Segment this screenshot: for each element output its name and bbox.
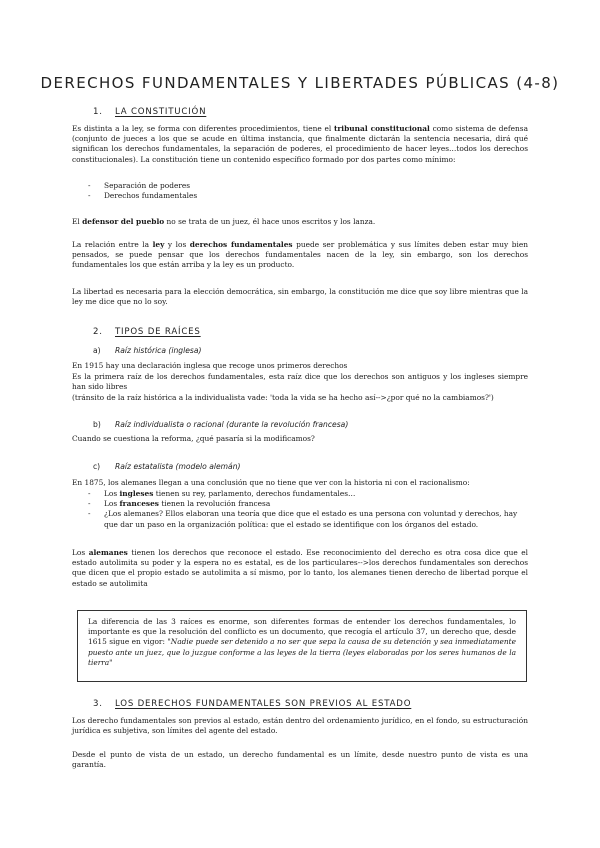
paragraph-libertad: La libertad es necesaria para la elección democrática, sin embargo, la constitución me dice que soy libre mientras que la ley me dice que no lo soy. xyxy=(72,287,528,307)
paragraph-ley-derechos: La relación entre la ley y los derechos fundamentales puede ser problemática y sus límites deben estar muy bien pensados, se puede pensar que los derechos fundamentales nacen de la ley, sin embargo, son los derechos fundamentales los que están arriba y la ley es un producto. xyxy=(72,240,528,270)
section-number: 1. xyxy=(93,107,103,117)
paragraph-raiz-historica-2: Es la primera raíz de los derechos fundamentales, esta raíz dice que los derechos son antiguos y los ingleses siempre han sido libres xyxy=(72,372,528,392)
paragraph-alemanes: Los alemanes tienen los derechos que reconoce el estado. Ese reconocimiento del derecho es otra cosa dice que el estado autolimita su poder y la espera no es estatal, es de los particulares-->los derechos fundamentales son derechos que dicen que el propio estado se autolimita a sí mismo, por lo tanto, los alemanes tienen derecho de libertad porque el estado se autolimita xyxy=(72,548,529,588)
raices-paises-list xyxy=(88,489,528,530)
paragraph-raiz-estatalista: En 1875, los alemanes llegan a una conclusión que no tiene que ver con la historia ni con el racionalismo: xyxy=(72,478,470,487)
section-heading-derechos-previos xyxy=(93,699,411,709)
subheading-raiz-historica: a) Raíz histórica (inglesa) xyxy=(93,346,202,355)
paragraph-defensor-pueblo: El defensor del pueblo no se trata de un juez, él hace unos escritos y los lanza. xyxy=(72,217,376,226)
section-title: TIPOS DE RAÍCES xyxy=(115,327,201,337)
section-heading-constitucion xyxy=(93,107,206,117)
paragraph-derechos-previos-2: Desde el punto de vista de un estado, un derecho fundamental es un límite, desde nuestro punto de vista es una garantía. xyxy=(72,750,528,770)
list-item: - Los ingleses tienen su rey, parlamento, derechos fundamentales… xyxy=(88,489,528,499)
list-item: - Los franceses tienen la revolución francesa xyxy=(88,499,528,509)
section-title: LA CONSTITUCIÓN xyxy=(115,107,207,117)
paragraph-raiz-historica-3: (tránsito de la raíz histórica a la individualista vade: 'toda la vida se ha hecho así-->¿por qué no la cambiamos?') xyxy=(72,393,494,402)
section-number: 3. xyxy=(93,699,103,709)
summary-box xyxy=(77,610,527,682)
list-item: - ¿Los alemanes? Ellos elaboran una teoría que dice que el estado es una persona con voluntad y derechos, hay que dar un paso en la organización política: que el estado se identifique con los órganos del estado. xyxy=(88,509,528,529)
constitucion-parts-list xyxy=(88,181,528,201)
page-title: DERECHOS FUNDAMENTALES Y LIBERTADES PÚBLICAS (4-8) xyxy=(40,74,560,92)
section-heading-tipos-raices xyxy=(93,327,201,337)
list-item: - Separación de poderes xyxy=(88,181,528,191)
paragraph-constitucion-intro: Es distinta a la ley, se forma con diferentes procedimientos, tiene el tribunal constitucional como sistema de defensa (conjunto de jueces a los que se acude en última instancia, que finalmente dictarán la sentencia necesaria, dirá qué significan los derechos fundamentales, la separación de poderes, el procedimiento de hacer leyes…todos los derechos constitucionales). La constitución tiene un contenido específico formado por dos partes como mínimo: xyxy=(72,124,528,164)
paragraph-raiz-individualista: Cuando se cuestiona la reforma, ¿qué pasaría si la modificamos? xyxy=(72,434,315,443)
section-number: 2. xyxy=(93,327,103,337)
summary-text: La diferencia de las 3 raíces es enorme, son diferentes formas de entender los derechos fundamentales, lo importante es que la resolución del conflicto es un documento, que recogía el artículo 37, un derecho que, desde 1615 sigue en vigor: "Nadie puede ser detenido a no ser que sepa la causa de su detención y sea inmediatamente puesto ante un juez, que lo juzgue conforme a las leyes de la tierra (leyes elaboradas por los seres humanos de la tierra" xyxy=(88,617,516,667)
subheading-raiz-individualista: b) Raíz individualista o racional (durante la revolución francesa) xyxy=(93,420,349,429)
paragraph-raiz-historica-1: En 1915 hay una declaración inglesa que recoge unos primeros derechos xyxy=(72,361,348,370)
paragraph-derechos-previos-1: Los derecho fundamentales son previos al estado, están dentro del ordenamiento jurídico, en el fondo, su estructuración jurídica es subjetiva, son límites del agente del estado. xyxy=(72,716,528,736)
list-item: - Derechos fundamentales xyxy=(88,191,528,201)
section-title: LOS DERECHOS FUNDAMENTALES SON PREVIOS AL ESTADO xyxy=(115,699,412,709)
subheading-raiz-estatalista: c) Raíz estatalista (modelo alemán) xyxy=(93,462,241,471)
